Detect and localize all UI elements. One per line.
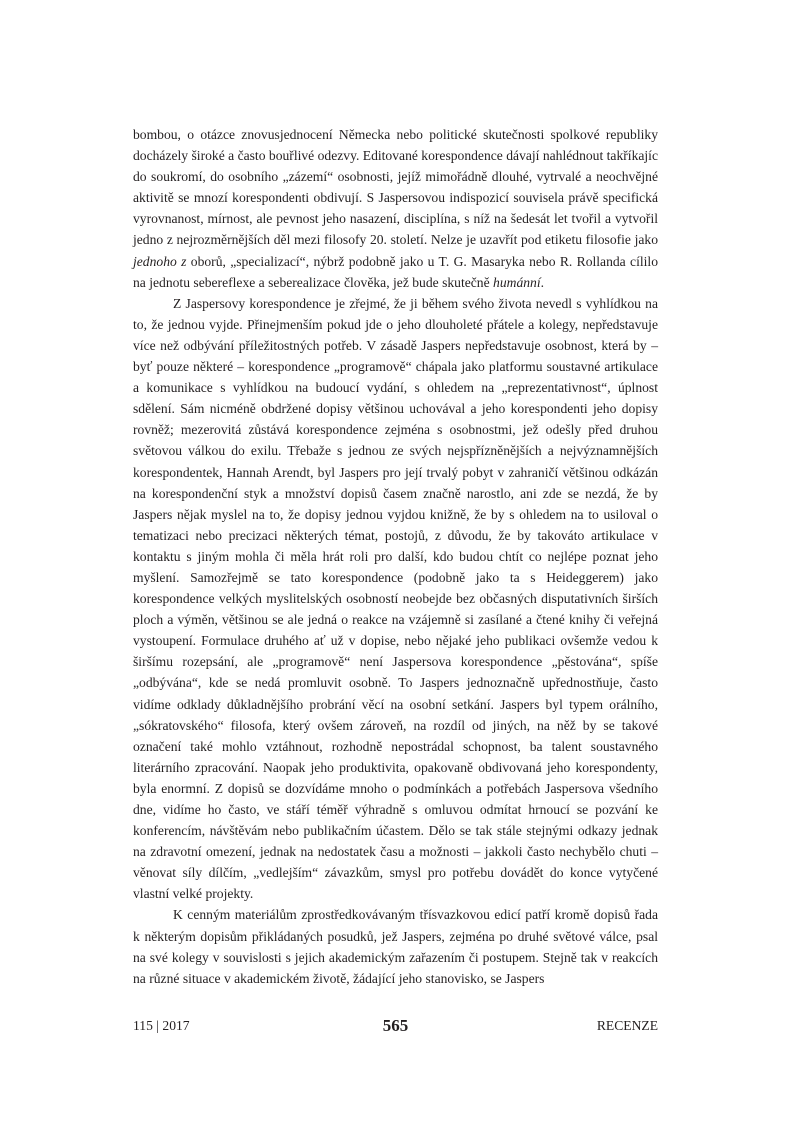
text-run: bombou, o otázce znovusjednocení Německa nebo politické skutečnosti spolkové republiky docházely široké a často bouřlivé odezvy. Editované korespondence dávají nahlédnout takříkajíc do soukromí, do osobního „zázemí“ osobnosti, jejíž mimořádně dlouhé, vytrvalé a neochvějné aktivitě se mnozí korespondenti obdivují. S Jaspersovou indispozicí souvisela právě specifická vyrovnanost, mírnost, ale pevnost jeho nasazení, disciplína, s níž na šedesát let tvořil a vytvořil jedno z nejrozměrnějších děl mezi filosofy 20. století. Nelze je uzavřít pod etiketu filosofie jako — [133, 127, 658, 248]
italic-text: jednoho z — [133, 253, 187, 269]
body-text — [133, 124, 658, 989]
paragraph-2 — [133, 293, 658, 905]
issue-label: 115 | 2017 — [133, 1018, 190, 1033]
text-run: K cenným materiálům zprostředkovávaným třísvazkovou edicí patří kromě dopisů řada k některým dopisům přikládaných posudků, jež Jaspers, zejména po druhé světové válce, psal na své kolegy v souvislosti s jejich akademickým zařazením či postupem. Stejně tak v reakcích na různé situace v akademickém životě, žádající jeho stanovisko, se Jaspers — [133, 907, 658, 986]
text-run: . — [540, 274, 545, 290]
page-footer — [133, 1016, 658, 1038]
paragraph-3 — [133, 904, 658, 988]
section-label: RECENZE — [596, 1018, 658, 1033]
text-run: Z Jaspersovy korespondence je zřejmé, že ji během svého života nevedl s vyhlídkou na to, že jednou vyjde. Přinejmenším pokud jde o jeho dlouholeté přátele a kolegy, nepředstavuje více než odbývání příležitostných potřeb. V zásadě Jaspers nepředstavuje osobnost, která by – byť pouze některé – korespondence „programově“ chápala jako platformu soustavné artikulace a komunikace s vyhlídkou na budoucí vydání, s ohledem na „reprezentativnost“, úplnost sdělení. Sám nicméně obdržené dopisy většinou uchovával a jeho korespondenti jeho dopisy rovněž; mezerovitá zůstává korespondence zejména s osobnostmi, jež odešly před druhou světovou válkou do exilu. Třebaže s jednou ze svých nejspřízněnějších a nejvýznamnějších korespondentek, Hannah Arendt, byl Jaspers pro její trvalý pobyt v zahraničí většinou odkázán na korespondenční styk a množství dopisů časem značně narostlo, ani zde se nezdá, že by Jaspers nějak myslel na to, že dopisy jednou vyjdou knižně, že by s ohledem na to usiloval o tematizaci nebo precizaci některých témat, postojů, z důvodu, že by takováto artikulace v kontaktu s jiným mohla či měla hrát roli pro další, kdo budou chtít co nejlépe poznat jeho myšlení. Samozřejmě se tato korespondence (podobně jako ta s Heideggerem) jako korespondence velkých myslitelských osobností neobejde bez občasných disputativních širších ploch a výměn, většinou se ale jedná o reakce na vzájemně si zasílané a čtené knihy či veřejná vystoupení. Formulace druhého ať už v dopise, nebo nějaké jeho publikaci ovšemže vedou k širšímu rozepsání, ale „programově“ není Jaspersova korespondence „pěstována“, spíše „odbývána“, kde se nedá promluvit osobně. To Jaspers jednoznačně upřednostňuje, často vidíme odklady důkladnějšího probrání věcí na osobní setkání. Jaspers byl typem orálního, „sókratovského“ filosofa, který ovšem zároveň, na rozdíl od jiných, na něž by se takové označení také mohlo vztáhnout, rozhodně nepostrádal schopnost, ba talent soustavného literárního zpracování. Naopak jeho produktivita, opakovaně obdivovaná jeho korespondenty, byla enormní. Z dopisů se dozvídáme mnoho o podmínkách a potřebách Jaspersova všedního dne, vidíme ho často, ve stáří téměř výhradně s omluvou odmítat hrnoucí se pozvání ke konferencím, návštěvám nebo publikačním účastem. Dělo se tak stále stejnými odkazy jednak na zdravotní omezení, jednak na nedostatek času a možnosti – jakkoli často nechybělo chuti – věnovat síly dílčím, „vedlejším“ závazkům, smysl pro potřebu dovádět do konce vytyčené vlastní velké projekty. — [133, 295, 658, 902]
page-number: 565 — [382, 1016, 409, 1035]
paragraph-1 — [133, 124, 658, 293]
text-run: oborů, „specializací“, nýbrž podobně jako u T. G. Masaryka nebo R. Rollanda cílilo na jednotu sebereflexe a seberealizace člověka, jež bude skutečně — [133, 253, 658, 290]
italic-text: humánní — [493, 274, 541, 290]
